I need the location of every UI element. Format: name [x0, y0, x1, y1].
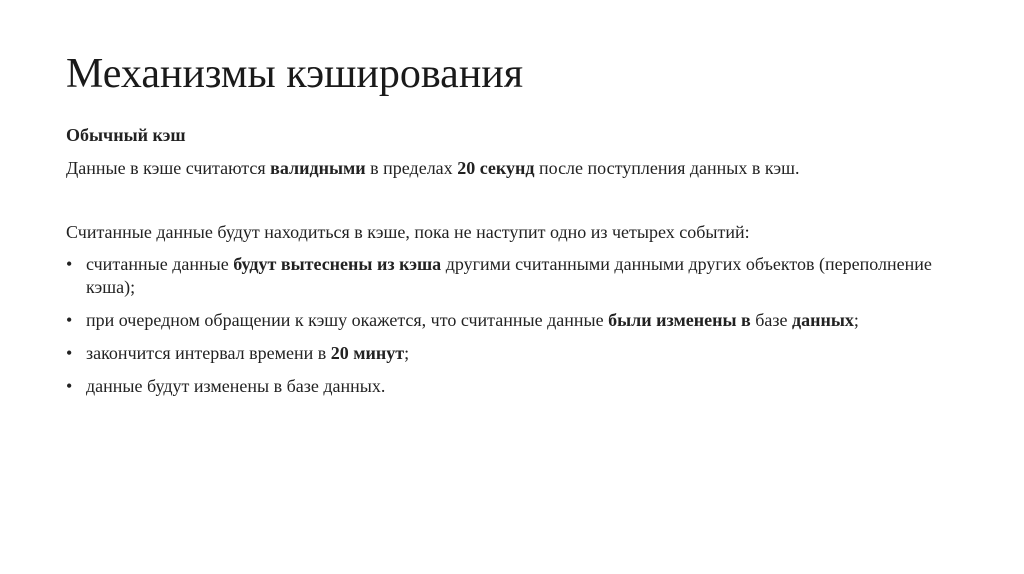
text-run: в пределах — [365, 158, 458, 178]
bold-run: данных — [791, 310, 854, 330]
text-run: при очередном обращении к кэшу окажется, что считанные данные — [86, 310, 609, 330]
slide-content — [66, 124, 966, 408]
text-run: другими считанными данными других объектов (переполнение кэша); — [86, 254, 932, 297]
slide-title: Механизмы кэширования — [66, 51, 524, 97]
list-item — [66, 253, 966, 299]
list-item — [66, 342, 966, 365]
bold-run: 20 минут — [330, 343, 405, 363]
text-run: считанные данные — [86, 254, 234, 274]
list-item — [66, 375, 966, 398]
text-run: ; — [853, 310, 859, 330]
bullet-icon: • — [66, 376, 73, 396]
text-run: закончится интервал времени в — [86, 343, 331, 363]
list-item — [66, 309, 966, 332]
text-run: Данные в кэше считаются — [66, 158, 271, 178]
text-run: данные будут изменены в базе данных. — [86, 376, 386, 396]
bold-run: валидными — [270, 158, 366, 178]
paragraph-events-intro: Считанные данные будут находиться в кэше, пока не наступит одно из четырех событий: — [66, 222, 750, 242]
paragraph-validity — [66, 157, 966, 180]
bullet-icon: • — [66, 310, 73, 330]
events-list — [66, 253, 966, 398]
subheading: Обычный кэш — [66, 125, 186, 145]
text-run: после поступления данных в кэш. — [534, 158, 800, 178]
bullet-icon: • — [66, 343, 73, 363]
bold-run: были изменены в — [608, 310, 751, 330]
paragraph-spacer — [66, 180, 966, 221]
text-run: ; — [404, 343, 410, 363]
bullet-icon: • — [66, 254, 73, 274]
bold-run: 20 секунд — [457, 158, 535, 178]
text-run: базе — [750, 310, 792, 330]
bold-run: будут вытеснены из кэша — [233, 254, 442, 274]
